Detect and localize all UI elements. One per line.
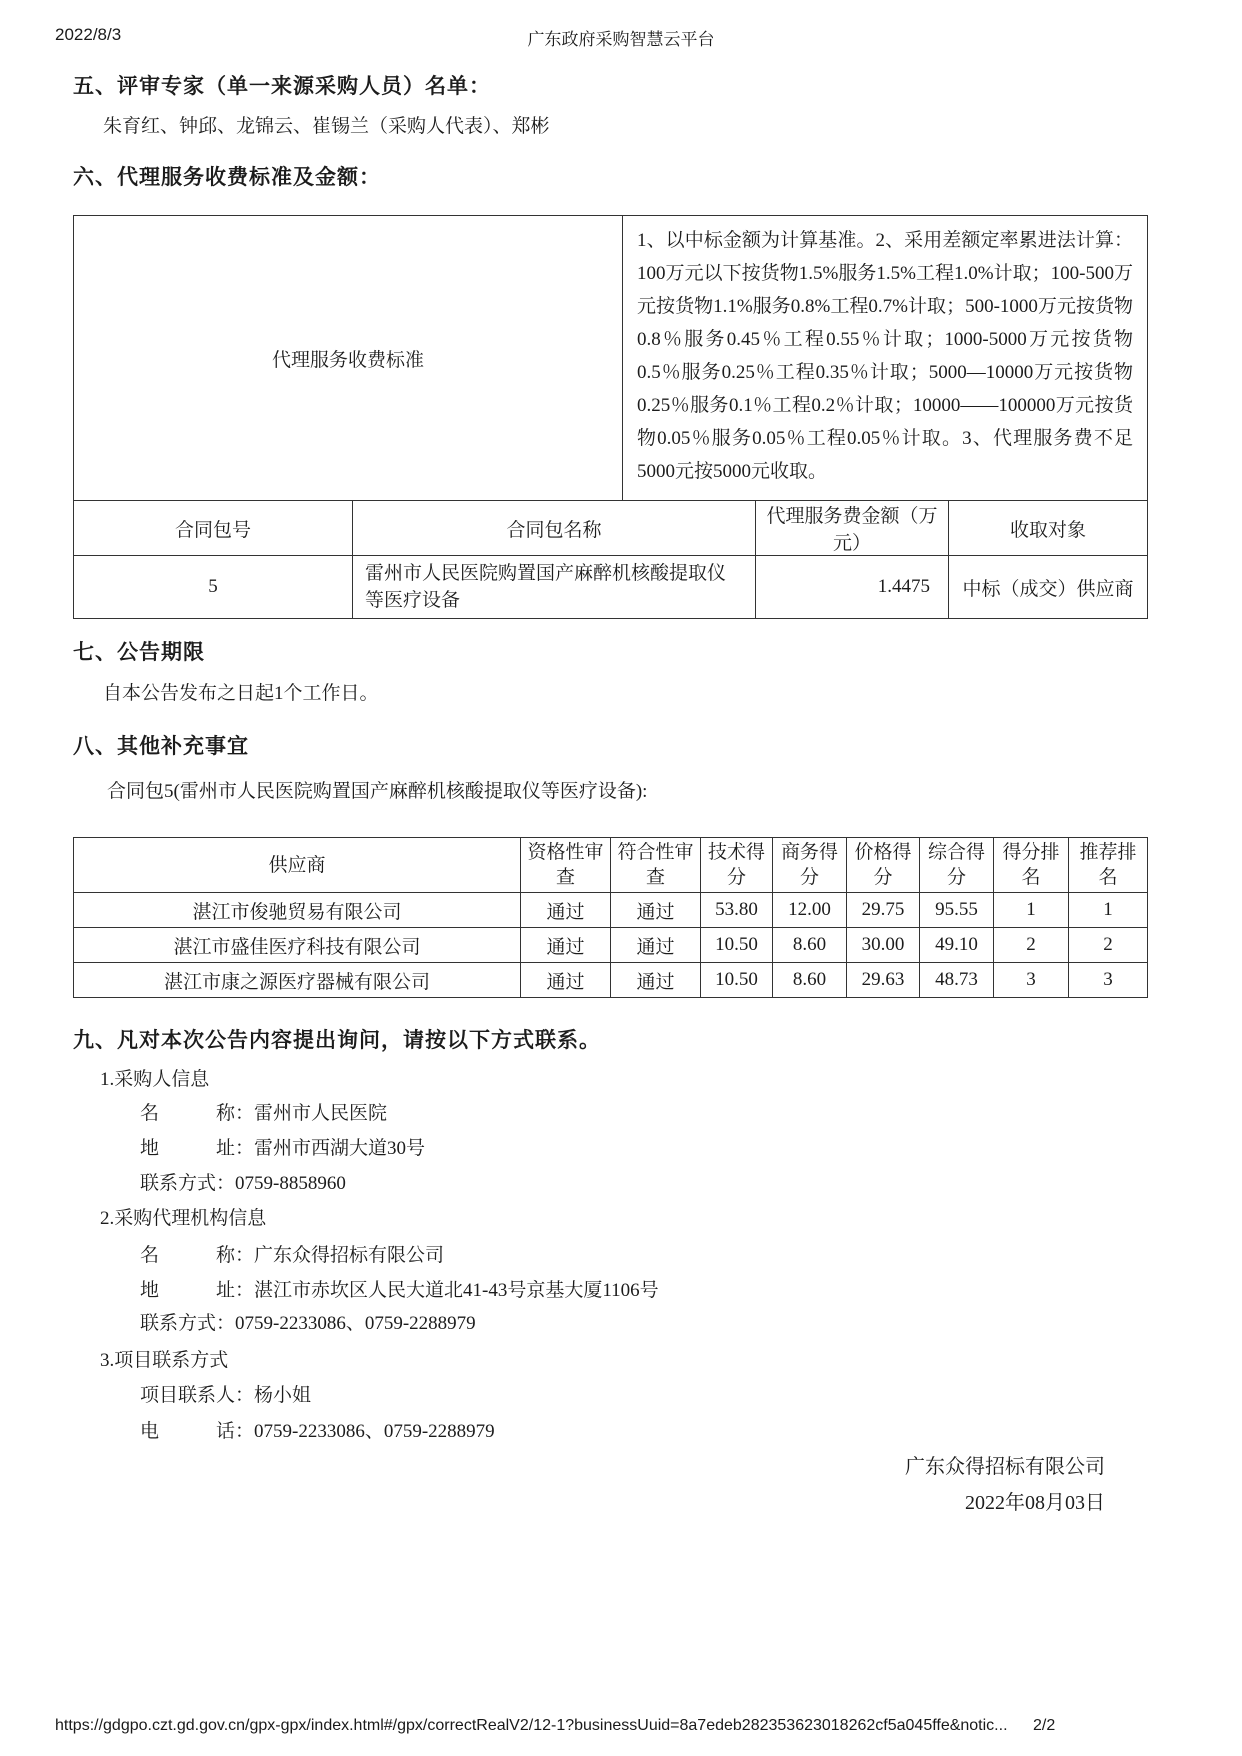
fee-table-header-package-no: 合同包号 <box>74 501 353 556</box>
score-cell-supplier: 湛江市俊驰贸易有限公司 <box>74 893 521 928</box>
score-cell: 53.80 <box>701 893 773 928</box>
project-phone-line <box>140 1416 495 1443</box>
score-header-commercial: 商务得分 <box>773 838 847 893</box>
signature-date: 2022年08月03日 <box>965 1492 1105 1514</box>
agency-contact-line <box>140 1308 476 1335</box>
score-header-technical: 技术得分 <box>701 838 773 893</box>
score-cell: 通过 <box>521 893 611 928</box>
fee-table-row <box>74 556 1148 619</box>
site-title: 广东政府采购智慧云平台 <box>527 30 715 49</box>
score-cell: 2 <box>994 928 1069 963</box>
fee-standard-text: 1、以中标金额为计算基准。2、采用差额定率累进法计算：100万元以下按货物1.5%服务1.5%工程1.0%计取；100-500万元按货物1.1%服务0.8%工程0.7%计取；500-1000万元按货物0.8％服务0.45％工程0.55％计取；1000-5000万元按货物0.5％服务0.25％工程0.35％计取；5000—10000万元按货物0.25％服务0.1％工程0.2％计取；10000——100000万元按货物0.05％服务0.05％工程0.05％计取。3、代理服务费不足5000元按5000元收取。 <box>623 216 1148 501</box>
score-cell: 通过 <box>611 963 701 998</box>
score-cell: 2 <box>1069 928 1148 963</box>
purchaser-contact-label: 联系方式： <box>140 1173 236 1194</box>
score-cell: 8.60 <box>773 928 847 963</box>
score-cell: 95.55 <box>920 893 994 928</box>
purchaser-address-label: 地 址： <box>140 1138 255 1159</box>
score-header-qualification: 资格性审查 <box>521 838 611 893</box>
section-heading-experts: 五、评审专家（单一来源采购人员）名单： <box>73 74 491 98</box>
purchaser-contact-value: 0759-8858960 <box>235 1173 346 1194</box>
project-person-label: 项目联系人： <box>140 1385 255 1406</box>
page-indicator: 2/2 <box>1033 1717 1056 1734</box>
score-cell-supplier: 湛江市康之源医疗器械有限公司 <box>74 963 521 998</box>
project-person-line <box>140 1380 311 1407</box>
score-table-header-row <box>74 838 1148 893</box>
agency-address-value: 湛江市赤坎区人民大道北41-43号京基大厦1106号 <box>254 1280 659 1301</box>
agency-name-value: 广东众得招标有限公司 <box>254 1245 445 1266</box>
purchaser-name-value: 雷州市人民医院 <box>254 1103 388 1124</box>
fee-table-header-package-name: 合同包名称 <box>353 501 756 556</box>
fee-cell-package-name: 雷州市人民医院购置国产麻醉机核酸提取仪等医疗设备 <box>353 556 756 619</box>
score-table-row <box>74 893 1148 928</box>
project-phone-value: 0759-2233086、0759-2288979 <box>254 1421 495 1442</box>
agency-contact-value: 0759-2233086、0759-2288979 <box>235 1313 476 1334</box>
fee-cell-payee: 中标（成交）供应商 <box>949 556 1148 619</box>
fee-table-header-amount: 代理服务费金额（万元） <box>756 501 949 556</box>
score-cell: 3 <box>1069 963 1148 998</box>
project-phone-label: 电 话： <box>140 1421 255 1442</box>
score-cell: 3 <box>994 963 1069 998</box>
score-cell: 1 <box>1069 893 1148 928</box>
score-cell: 通过 <box>611 928 701 963</box>
score-cell: 49.10 <box>920 928 994 963</box>
purchaser-name-label: 名 称： <box>140 1103 255 1124</box>
agency-info-title: 2.采购代理机构信息 <box>100 1208 267 1229</box>
score-header-price: 价格得分 <box>847 838 920 893</box>
fee-cell-package-no: 5 <box>74 556 353 619</box>
fee-table-header-payee: 收取对象 <box>949 501 1148 556</box>
score-cell: 29.63 <box>847 963 920 998</box>
score-header-conformity: 符合性审查 <box>611 838 701 893</box>
agency-contact-label: 联系方式： <box>140 1313 236 1334</box>
section-heading-agency-fee: 六、代理服务收费标准及金额： <box>73 165 381 189</box>
section-heading-announcement-period: 七、公告期限 <box>73 640 205 664</box>
expert-names: 朱育红、钟邱、龙锦云、崔锡兰（采购人代表）、郑彬 <box>103 116 550 137</box>
project-person-value: 杨小姐 <box>254 1385 312 1406</box>
score-cell: 通过 <box>521 963 611 998</box>
header-date: 2022/8/3 <box>55 25 122 44</box>
agency-address-line <box>140 1275 659 1302</box>
purchaser-contact-line <box>140 1168 346 1195</box>
fee-cell-amount: 1.4475 <box>756 556 949 619</box>
score-cell: 1 <box>994 893 1069 928</box>
score-header-recommend-rank: 推荐排名 <box>1069 838 1148 893</box>
package-line: 合同包5(雷州市人民医院购置国产麻醉机核酸提取仪等医疗设备): <box>107 781 648 802</box>
purchaser-address-value: 雷州市西湖大道30号 <box>254 1138 426 1159</box>
purchaser-address-line <box>140 1133 425 1160</box>
score-header-comprehensive: 综合得分 <box>920 838 994 893</box>
project-contact-title: 3.项目联系方式 <box>100 1350 229 1371</box>
agency-name-label: 名 称： <box>140 1245 255 1266</box>
purchaser-name-line <box>140 1098 387 1125</box>
score-table-row <box>74 963 1148 998</box>
agency-address-label: 地 址： <box>140 1280 255 1301</box>
score-header-score-rank: 得分排名 <box>994 838 1069 893</box>
score-table <box>73 837 1148 998</box>
score-header-supplier: 供应商 <box>74 838 521 893</box>
fee-standard-label: 代理服务收费标准 <box>74 216 623 501</box>
announcement-period-text: 自本公告发布之日起1个工作日。 <box>103 683 379 704</box>
score-cell: 10.50 <box>701 963 773 998</box>
signature-company: 广东众得招标有限公司 <box>905 1456 1105 1478</box>
score-table-row <box>74 928 1148 963</box>
fee-table <box>73 215 1148 619</box>
score-cell-supplier: 湛江市盛佳医疗科技有限公司 <box>74 928 521 963</box>
score-cell: 通过 <box>521 928 611 963</box>
purchaser-info-title: 1.采购人信息 <box>100 1069 210 1090</box>
section-heading-contact: 九、凡对本次公告内容提出询问，请按以下方式联系。 <box>73 1028 601 1052</box>
score-cell: 48.73 <box>920 963 994 998</box>
score-cell: 12.00 <box>773 893 847 928</box>
score-cell: 8.60 <box>773 963 847 998</box>
score-cell: 10.50 <box>701 928 773 963</box>
score-cell: 29.75 <box>847 893 920 928</box>
agency-name-line <box>140 1240 444 1267</box>
score-cell: 通过 <box>611 893 701 928</box>
score-cell: 30.00 <box>847 928 920 963</box>
section-heading-supplementary: 八、其他补充事宜 <box>73 734 249 758</box>
footer-url: https://gdgpo.czt.gd.gov.cn/gpx-gpx/index.html#/gpx/correctRealV2/12-1?businessUuid=8a7edeb282353623018262cf5a045ffe&notic... <box>55 1717 1008 1734</box>
